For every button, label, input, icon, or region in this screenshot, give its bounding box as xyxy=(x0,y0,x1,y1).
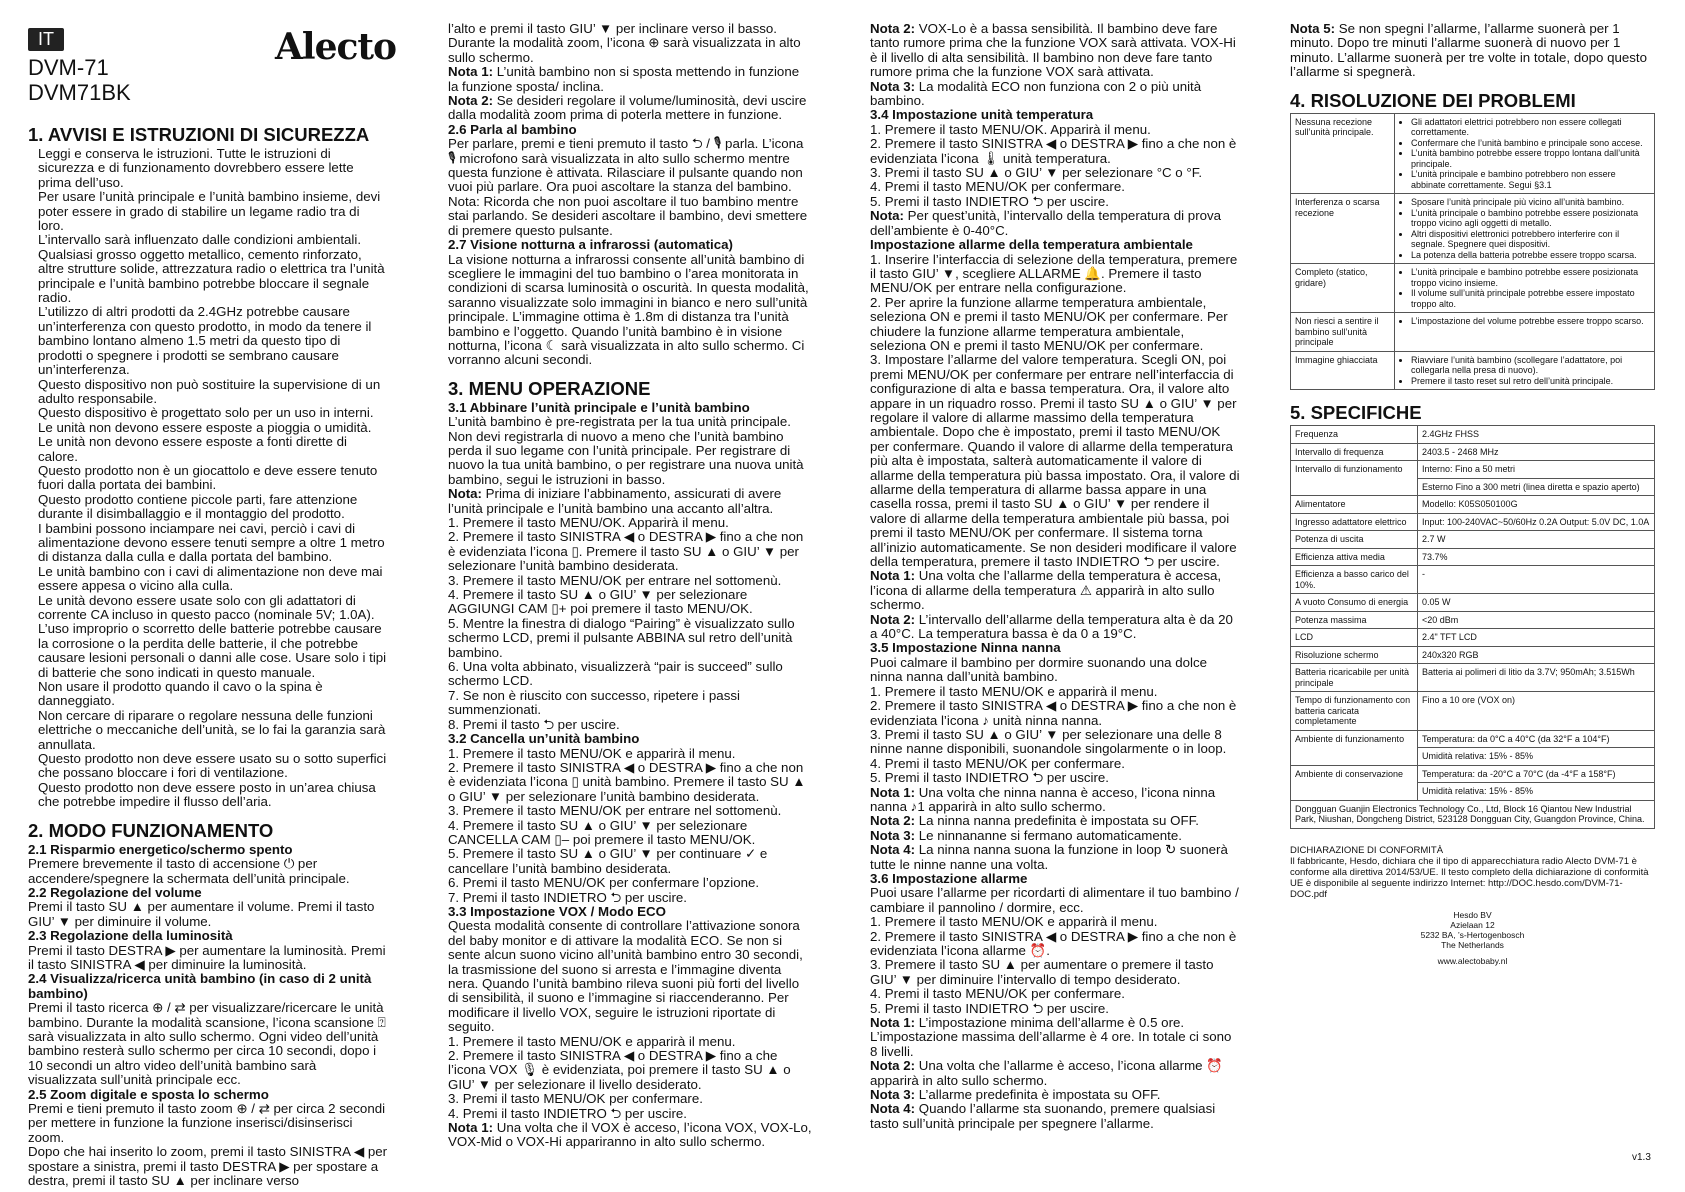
troubleshoot-table xyxy=(1290,113,1655,391)
list-item: • Riavviare l’unità bambino (scollegare l’adattatore, poi collegarla nella presa di nuovo). xyxy=(1411,355,1650,376)
spec-label: Frequenza xyxy=(1291,426,1418,444)
paragraph: 4. Premere il tasto SU ▲ o GIU’ ▼ per selezionare CANCELLA CAM ▯– poi premere il tasto MENU/OK. xyxy=(448,817,756,847)
subsection-heading: Impostazione allarme della temperatura ambientale xyxy=(870,237,1193,253)
paragraph: 3. Impostare l’allarme del valore temperatura. Scegli ON, poi premi MENU/OK per confermare per entrare nell’interfaccia di configurazione di alta e bassa temperatura. Ora, il valore alto appare in un riquadro rosso. Premi il tasto SU ▲ o GIU’ ▼ per regolare il valore di allarme massimo della temperatura ambientale. Dopo che è impostato, premi il tasto MENU/OK per confermare. Quando il valore di allarme della temperatura più alta è impostata, salterà automaticamente il valore di allarme della temperatura più bassa impostato. Ora, il valore di allarme della temperatura di allarme bassa appare in una casella rossa, premi il tasto SU ▲ o GIU’ ▼ per rendere il valore di allarme della temperatura ambientale più bassa, poi premi il tasto MENU/OK per confermare. Il sistema torna all’inizio automaticamente. Se non desideri modificare il valore della temperatura, premere il tasto INDIETRO ⮌ per uscire. xyxy=(870,352,1240,570)
paragraph: 1. Premere il tasto MENU/OK. Apparirà il menu. xyxy=(870,121,1151,137)
table-row xyxy=(1291,113,1655,194)
paragraph: Dopo che hai inserito lo zoom, premi il tasto SINISTRA ◀ per spostare a sinistra, premi il tasto DESTRA ▶ per spostare a destra, premi il tasto SU ▲ per inclinare verso xyxy=(28,1144,388,1189)
paragraph: 7. Premi il tasto INDIETRO ⮌ per uscire. xyxy=(448,889,687,905)
subsection-heading: 3.2 Cancella un’unità bambino xyxy=(448,731,640,747)
column-3 xyxy=(870,22,1240,1131)
cause-cell xyxy=(1395,194,1655,264)
model-name: DVM-71 xyxy=(28,55,109,80)
paragraph: Premi il tasto ricerca ⊕ / ⇄ per visualizzare/ricercare le unità bambino. Durante la modalità scansione, l’icona scansione ⍰ sarà visualizzata in alto sullo schermo. Ogni video dell’unità bambino resterà sullo schermo per circa 10 secondi, dopo i 10 secondi un altro video dell’unità bambino sarà visualizzata sull’unità principale ecc. xyxy=(28,1000,386,1088)
list-item: • L’unità principale o bambino potrebbe essere posizionata troppo vicino agli oggetti di metallo. xyxy=(1411,208,1650,229)
paragraph: 5. Mentre la finestra di dialogo “Pairing” è visualizzato sullo schermo LCD, premi il pulsante ABBINA sul retro dell’unità bambino. xyxy=(448,615,795,660)
table-row xyxy=(1291,611,1655,629)
table-row xyxy=(1291,692,1655,731)
address-line: Azielaan 12 xyxy=(1450,919,1495,930)
spec-value: 0.05 W xyxy=(1418,594,1655,612)
spec-label: Tempo di funzionamento con batteria caricata completamente xyxy=(1291,692,1418,731)
paragraph: 2. Premere il tasto SINISTRA ◀ o DESTRA ▶ fino a che non è evidenziata l’icona allarme ⏰. xyxy=(870,928,1237,958)
subsection-heading: 2.2 Regolazione del volume xyxy=(28,884,202,900)
paragraph: 3. Premere il tasto SU ▲ per aumentare o premere il tasto GIU’ ▼ per diminuire l’intervallo di tempo desiderato. xyxy=(870,957,1214,987)
paragraph: Puoi calmare il bambino per dormire suonando una dolce ninna nanna dall’unità bambino. xyxy=(870,654,1208,685)
address xyxy=(1290,910,1655,950)
subsection-heading: 3.4 Impostazione unità temperatura xyxy=(870,107,1094,123)
paragraph: Nota 2: L’intervallo dell’allarme della temperatura alta è da 20 a 40°C. La temperatura bassa è da 0 a 19°C. xyxy=(870,611,1233,642)
paragraph: 5. Premere il tasto SU ▲ o GIU’ ▼ per continuare ✓ e cancellare l’unità bambino desiderata. xyxy=(448,846,768,876)
list-item: • Premere il tasto reset sul retro dell’unità principale. xyxy=(1411,376,1650,387)
paragraph: Nota: Ricorda che non puoi ascoltare il tuo bambino mentre stai parlando. Se desideri ascoltare il bambino, devi smettere di premere questo pulsante. xyxy=(448,193,808,238)
paragraph: Nota 1: Una volta che il VOX è acceso, l’icona VOX, VOX-Lo, VOX-Mid o VOX-Hi appariranno in alto sullo schermo. xyxy=(448,1120,812,1150)
table-row xyxy=(1291,594,1655,612)
section-heading: 1. AVVISI E ISTRUZIONI DI SICUREZZA xyxy=(28,124,370,145)
subsection-heading: 2.5 Zoom digitale e sposta lo schermo xyxy=(28,1086,269,1102)
problem-cell: Immagine ghiacciata xyxy=(1291,351,1395,390)
spec-value: Fino a 10 ore (VOX on) xyxy=(1418,692,1655,731)
table-row xyxy=(1291,548,1655,566)
paragraph: Questo prodotto non deve essere posto in un’area chiusa che potrebbe impedire il flusso dell’aria. xyxy=(38,779,376,810)
conformity-title: DICHIARAZIONE DI CONFORMITÀ xyxy=(1290,844,1444,856)
conformity-text: Il fabbricante, Hesdo, dichiara che il tipo di apparecchiatura radio Alecto DVM-71 è conforme alla direttiva 2014/53/UE. Il testo completo della dichiarazione di conformità UE è disponibile al seguente indirizzo Internet: http://DOC.hesdo.com/DVM-71-DOC.pdf xyxy=(1290,855,1649,900)
table-row xyxy=(1291,426,1655,444)
problem-cell: Interferenza o scarsa recezione xyxy=(1291,194,1395,264)
alarm-note-5: Nota 5: Se non spegni l’allarme, l’allarme suonerà per 1 minuto. Dopo tre minuti l’allarme suonerà di nuovo per 1 minuto. L’allarme suonerà per tre volte in totale, dopo questo l’allarme si spegnerà. xyxy=(1290,21,1648,80)
spec-label: Batteria ricaricabile per unità principale xyxy=(1291,664,1418,692)
spec-value: Input: 100-240VAC~50/60Hz 0.2A Output: 5.0V DC, 1.0A xyxy=(1418,513,1655,531)
paragraph: 2. Premere il tasto SINISTRA ◀ o DESTRA ▶ fino a che non è evidenziata l’icona 🌡 unità temperatura. xyxy=(870,136,1237,166)
paragraph: l’alto e premi il tasto GIU’ ▼ per inclinare verso il basso. Durante la modalità zoom, l’icona ⊕ sarà visualizzata in alto sullo schermo. xyxy=(448,21,801,65)
spec-value: Umidità relativa: 15% - 85% xyxy=(1418,748,1655,766)
table-row xyxy=(1291,496,1655,514)
paragraph: 4. Premi il tasto MENU/OK per confermare. xyxy=(870,986,1125,1002)
address-line: The Netherlands xyxy=(1441,939,1504,950)
spec-value: Interno: Fino a 50 metri xyxy=(1418,461,1655,479)
list-item: • Il volume sull’unità principale potrebbe essere impostato troppo alto. xyxy=(1411,288,1650,309)
paragraph: 1. Premere il tasto MENU/OK. Apparirà il menu. xyxy=(448,515,729,530)
paragraph: 1. Inserire l’interfaccia di selezione della temperatura, premere il tasto GIU’ ▼, scegliere ALLARME 🔔. Premere il tasto MENU/OK per entrare nella configurazione. xyxy=(870,251,1238,296)
cause-cell xyxy=(1395,113,1655,194)
paragraph: Premi e tieni premuto il tasto zoom ⊕ / ⇄ per circa 2 secondi per mettere in funzione la funzione inserisci/disinserisci zoom. xyxy=(28,1101,386,1145)
list-item: • La potenza della batteria potrebbe essere troppo scarsa. xyxy=(1411,250,1650,261)
paragraph: Nota 1: L’unità bambino non si sposta mettendo in funzione la funzione sposta/ inclina. xyxy=(448,64,800,94)
version: v1.3 xyxy=(1632,1152,1651,1163)
paragraph: Nota 2: La ninna nanna predefinita è impostata su OFF. xyxy=(870,813,1199,829)
paragraph: 3. Premi il tasto SU ▲ o GIU’ ▼ per selezionare una delle 8 ninne nanne disponibili, suonandole singolarmente o in loop. xyxy=(870,726,1227,757)
paragraph: Nota 1: Una volta che ninna nanna è acceso, l’icona ninna nanna ♪1 apparirà in alto sullo schermo. xyxy=(870,784,1216,814)
paragraph: 2. Premere il tasto SINISTRA ◀ o DESTRA ▶ fino a che l’icona VOX 🎙 è evidenziata, poi premere il tasto SU ▲ o GIU’ ▼ per selezionare il livello desiderato. xyxy=(448,1048,791,1092)
paragraph: L’uso improprio o scorretto delle batterie potrebbe causare la corrosione o la perdita delle batterie, il che potrebbe causare lesioni personali o danni alle cose. Usare solo i tipi di batterie che sono indicati in questo manuale. xyxy=(38,621,387,680)
troubleshoot-title: 4. RISOLUZIONE DEI PROBLEMI xyxy=(1290,89,1576,111)
table-row xyxy=(1291,513,1655,531)
paragraph: Nota: Per quest’unità, l’intervallo della temperatura di prova dell’ambiente è 0-40°C. xyxy=(870,208,1222,238)
table-row xyxy=(1291,461,1655,479)
table-row xyxy=(1291,646,1655,664)
paragraph: L’unità bambino è pre-registrata per la tua unità principale. Non devi registrarla di nuovo a meno che l’unità bambino perda il suo legame con l’unità principale. Per registrare di nuovo la tua unità bambino, o per registrare una nuova unità bambino, segui le istruzioni in basso. xyxy=(448,414,804,487)
spec-value: 2403.5 - 2468 MHz xyxy=(1418,443,1655,461)
paragraph: 1. Premere il tasto MENU/OK e apparirà il menu. xyxy=(870,914,1158,930)
list-item: • L’unità bambino potrebbe essere troppo lontana dall’unità principale. xyxy=(1411,148,1650,169)
paragraph: 3. Premere il tasto MENU/OK per entrare nel sottomenù. xyxy=(448,572,782,588)
model-name-alt: DVM71BK xyxy=(28,80,131,105)
paragraph: 3. Premi il tasto SU ▲ o GIU’ ▼ per selezionare °C o °F. xyxy=(870,165,1203,181)
spec-value: Modello: K05S050100G xyxy=(1418,496,1655,514)
website: www.alectobaby.nl xyxy=(1437,955,1508,966)
cause-cell xyxy=(1395,351,1655,390)
column-4 xyxy=(1290,22,1655,967)
paragraph: Le unità devono essere usate solo con gli adattatori di corrente CA incluso in questo pacco (nominale 5V; 1.0A). xyxy=(38,592,375,622)
paragraph: Leggi e conserva le istruzioni. Tutte le istruzioni di sicurezza e di funzionamento dovrebbero essere lette prima dell’uso. xyxy=(38,146,354,190)
column-1 xyxy=(28,118,388,1188)
paragraph: 5. Premi il tasto INDIETRO ⮌ per uscire. xyxy=(870,1000,1109,1016)
paragraph: 7. Se non è riuscito con successo, ripetere i passi summenzionati. xyxy=(448,687,740,718)
table-row xyxy=(1291,351,1655,390)
list-item: • Sposare l’unità principale più vicino all’unità bambino. xyxy=(1411,197,1650,208)
problem-cell: Completo (statico, gridare) xyxy=(1291,264,1395,313)
paragraph: La visione notturna a infrarossi consente all’unità bambino di scegliere le immagini del tuo bambino o l’area monitorata in condizioni di scarsa luminosità o oscurità. In questa modalità, saranno visualizzate solo immagini in bianco e nero sull’unità principale. L’immagine ottima è 1.8m di distanza tra l’unità bambino e l’oggetto. Quando l’unità bambino è in visione notturna, l’icona ☾ sarà visualizzata in alto sullo schermo. Ci vorranno alcuni secondi. xyxy=(448,251,809,368)
spec-value: - xyxy=(1418,566,1655,594)
paragraph: 4. Premere il tasto SU ▲ o GIU’ ▼ per selezionare AGGIUNGI CAM ▯+ poi premere il tasto MENU/OK. xyxy=(448,587,753,617)
spec-label: Ingresso adattatore elettrico xyxy=(1291,513,1418,531)
list-item: • L’unità principale e bambino potrebbero non essere abbinate correttamente. Segui §3.1 xyxy=(1411,169,1650,190)
list-item: • Gli adattatori elettrici potrebbero non essere collegati correttamente. xyxy=(1411,117,1650,138)
spec-value: Temperatura: da -20°C a 70°C (da -4°F a 158°F) xyxy=(1418,765,1655,783)
cause-cell xyxy=(1395,313,1655,352)
spec-label: Ambiente di conservazione xyxy=(1291,765,1418,800)
list-item: • Confermare che l’unità bambino e principale sono accese. xyxy=(1411,138,1650,149)
paragraph: Le unità bambino con i cavi di alimentazione non deve mai essere appesa o vicino alla culla. xyxy=(38,563,383,594)
spec-value: 2.7 W xyxy=(1418,531,1655,549)
paragraph: 2. Premere il tasto SINISTRA ◀ o DESTRA ▶ fino a che non è evidenziata l’icona ♪ unità ninna nanna. xyxy=(870,698,1237,728)
spec-value: <20 dBm xyxy=(1418,611,1655,629)
paragraph: 4. Premi il tasto MENU/OK per confermare. xyxy=(870,755,1125,771)
cause-cell xyxy=(1395,264,1655,313)
paragraph: Premi il tasto DESTRA ▶ per aumentare la luminosità. Premi il tasto SINISTRA ◀ per diminuire la luminosità. xyxy=(28,942,386,972)
subsection-heading: 2.3 Regolazione della luminosità xyxy=(28,928,233,944)
paragraph: Le unità non devono essere esposte a pioggia o umidità. xyxy=(38,419,372,435)
paragraph: Per usare l’unità principale e l’unità bambino insieme, devi poter essere in grado di stabilire un legame radio tra di loro. xyxy=(38,189,381,234)
paragraph: Nota 4: Quando l’allarme sta suonando, premere qualsiasi tasto sull’unità principale per spegnere l’allarme. xyxy=(870,1101,1216,1131)
paragraph: I bambini possono inciampare nei cavi, perciò i cavi di alimentazione devono essere tenuti sempre a oltre 1 metro di distanza dalla culla e dalla portata del bambino. xyxy=(38,520,385,565)
paragraph: 8. Premi il tasto ⮌ per uscire. xyxy=(448,716,620,732)
language-badge: IT xyxy=(28,28,64,51)
paragraph: 2. Premere il tasto SINISTRA ◀ o DESTRA ▶ fino a che non è evidenziata l’icona ▯. Premere il tasto SU ▲ o GIU’ ▼ per selezionare l’unità bambino desiderata. xyxy=(448,529,804,574)
table-row xyxy=(1291,443,1655,461)
paragraph: 3. Premere il tasto MENU/OK per entrare nel sottomenù. xyxy=(448,803,782,819)
spec-label: Ambiente di funzionamento xyxy=(1291,730,1418,765)
paragraph: Questo prodotto contiene piccole parti, fare attenzione durante il disimballaggio e il montaggio del prodotto. xyxy=(38,491,358,522)
paragraph: Nota: Prima di iniziare l’abbinamento, assicurati di avere l’unità principale e l’unità bambino una accanto all’altra. xyxy=(448,486,782,516)
paragraph: 5. Premi il tasto INDIETRO ⮌ per uscire. xyxy=(870,193,1109,209)
subsection-heading: 2.6 Parla al bambino xyxy=(448,121,577,137)
manufacturer-info: Dongguan Guanjin Electronics Technology Co., Ltd, Block 16 Qiantou New Industrial Park, Niushan, Dongcheng District, 523128 Dongguan City, Guangdon Province, China. xyxy=(1291,800,1655,828)
paragraph: Nota 1: L’impostazione minima dell’allarme è 0.5 ore. L’impostazione massima dell’allarme è 4 ore. In totale ci sono 8 livelli. xyxy=(870,1015,1232,1059)
table-row xyxy=(1291,194,1655,264)
spec-value: Temperatura: da 0°C a 40°C (da 32°F a 104°F) xyxy=(1418,730,1655,748)
table-row xyxy=(1291,664,1655,692)
subsection-heading: 2.1 Risparmio energetico/schermo spento xyxy=(28,841,293,857)
subsection-heading: 2.4 Visualizza/ricerca unità bambino (in caso di 2 unità bambino) xyxy=(28,971,372,1001)
paragraph: Nota 2: Una volta che l’allarme è acceso, l’icona allarme ⏰ apparirà in alto sullo schermo. xyxy=(870,1058,1223,1088)
table-row xyxy=(1291,313,1655,352)
spec-value: 2.4" TFT LCD xyxy=(1418,629,1655,647)
paragraph: 4. Premi il tasto INDIETRO ⮌ per uscire. xyxy=(448,1105,687,1121)
paragraph: Non cercare di riparare o regolare nessuna delle funzioni elettriche o meccaniche dell’unità, se lo fai la garanzia sarà annullata. xyxy=(38,707,386,752)
subsection-heading: 3.3 Impostazione VOX / Modo ECO xyxy=(448,903,666,919)
paragraph: Premi il tasto SU ▲ per aumentare il volume. Premi il tasto GIU’ ▼ per diminuire il volume. xyxy=(28,899,375,929)
spec-label: LCD xyxy=(1291,629,1418,647)
paragraph: Nota 2: VOX-Lo è a bassa sensibilità. Il bambino deve fare tanto rumore prima che la funzione VOX sarà attivata. VOX-Hi è il livello di alta sensibilità. Il bambino non deve fare tanto rumore prima che la funzione VOX sarà attivata. xyxy=(870,21,1236,80)
paragraph: 2. Per aprire la funzione allarme temperatura ambientale, seleziona ON e premi il tasto MENU/OK per confermare. Per chiudere la funzione allarme temperatura ambientale, seleziona ON e premi il tasto MENU/OK per confermare. xyxy=(870,294,1228,353)
column-2 xyxy=(448,22,813,1150)
paragraph: Nota 3: L’allarme predefinita è impostata su OFF. xyxy=(870,1087,1161,1103)
spec-value: Esterno Fino a 300 metri (linea diretta e spazio aperto) xyxy=(1418,478,1655,496)
paragraph: Non usare il prodotto quando il cavo o la spina è danneggiato. xyxy=(38,679,323,709)
spec-value: 240x320 RGB xyxy=(1418,646,1655,664)
paragraph: 1. Premere il tasto MENU/OK e apparirà il menu. xyxy=(448,1033,736,1049)
spec-value: 73.7% xyxy=(1418,548,1655,566)
paragraph: Per parlare, premi e tieni premuto il tasto ⮌ / 🎙 parla. L’icona 🎙 microfono sarà visualizzata in alto sullo schermo mentre questa funzione è attivata. Rilasciare il pulsante quando non vuoi più parlare. Ora puoi ascoltare la stanza del bambino. xyxy=(448,136,804,195)
table-row xyxy=(1291,730,1655,748)
subsection-heading: 2.7 Visione notturna a infrarossi (automatica) xyxy=(448,237,733,253)
paragraph: L’intervallo sarà influenzato dalle condizioni ambientali. Qualsiasi grosso oggetto metallico, cemento rinforzato, altre strutture solide, attrezzatura radio o elettrica tra l’unità principale e l’unità bambino potrebbe bloccare il segnale radio. xyxy=(38,232,385,306)
table-row xyxy=(1291,765,1655,783)
paragraph: 6. Una volta abbinato, visualizzerà “pair is succeed” sullo schermo LCD. xyxy=(448,659,783,689)
paragraph: Nota 3: Le ninnananne si fermano automaticamente. xyxy=(870,827,1182,843)
spec-label: A vuoto Consumo di energia xyxy=(1291,594,1418,612)
spec-label: Efficienza attiva media xyxy=(1291,548,1418,566)
spec-label: Efficienza a basso carico del 10%. xyxy=(1291,566,1418,594)
paragraph: Questo dispositivo non può sostituire la supervisione di un adulto responsabile. xyxy=(38,376,381,406)
subsection-heading: 3.6 Impostazione allarme xyxy=(870,870,1028,886)
problem-cell: Nessuna recezione sull’unità principale. xyxy=(1291,113,1395,194)
paragraph: Questo prodotto non è un giocattolo e deve essere tenuto fuori dalla portata dei bambini. xyxy=(38,462,378,493)
table-row xyxy=(1291,566,1655,594)
paragraph: Le unità non devono essere esposte a fonti dirette di calore. xyxy=(38,434,347,464)
paragraph: 1. Premere il tasto MENU/OK e apparirà il menu. xyxy=(448,745,736,761)
paragraph: 2. Premere il tasto SINISTRA ◀ o DESTRA ▶ fino a che non è evidenziata l’icona ▯ unità bambino. Premere il tasto SU ▲ o GIU’ ▼ per selezionare l’unità bambino desiderata. xyxy=(448,759,806,804)
list-item: • L’impostazione del volume potrebbe essere troppo scarso. xyxy=(1411,316,1650,327)
section-heading: 3. MENU OPERAZIONE xyxy=(448,377,651,399)
paragraph: Nota 1: Una volta che l’allarme della temperatura è accesa, l’icona di allarme della temperatura ⚠ apparirà in alto sullo schermo. xyxy=(870,568,1222,613)
specs-table xyxy=(1290,425,1655,829)
paragraph: 1. Premere il tasto MENU/OK e apparirà il menu. xyxy=(870,683,1158,699)
section-heading: 2. MODO FUNZIONAMENTO xyxy=(28,819,274,841)
paragraph: 6. Premi il tasto MENU/OK per confermare l’opzione. xyxy=(448,875,760,891)
specs-title: 5. SPECIFICHE xyxy=(1290,402,1422,424)
brand-logo: Alecto xyxy=(275,26,397,68)
spec-value: 2.4GHz FHSS xyxy=(1418,426,1655,444)
paragraph: Premere brevemente il tasto di accensione ⏻ per accendere/spegnere la schermata dell’unità principale. xyxy=(28,856,350,886)
problem-cell: Non riesci a sentire il bambino sull’unità principale xyxy=(1291,313,1395,352)
list-item: • Altri dispositivi elettronici potrebbero interferire con il segnale. Spegnere quei dispositivi. xyxy=(1411,229,1650,250)
paragraph: 4. Premi il tasto MENU/OK per confermare. xyxy=(870,179,1125,195)
spec-label: Potenza di uscita xyxy=(1291,531,1418,549)
paragraph: Questo dispositivo è progettato solo per un uso in interni. xyxy=(38,405,374,421)
subsection-heading: 3.5 Impostazione Ninna nanna xyxy=(870,640,1061,656)
header xyxy=(28,28,131,105)
paragraph: Nota 3: La modalità ECO non funziona con 2 o più unità bambino. xyxy=(870,78,1202,109)
spec-value: Umidità relativa: 15% - 85% xyxy=(1418,783,1655,801)
paragraph: Questa modalità consente di controllare l’attivazione sonora del baby monitor e di attivare la modalità ECO. Se non si sente alcun suono vicino all’unità bambino entro 30 secondi, la trasmissione del suono si arresta e l’immagine diventa nera. Quando l’unità bambino rileva suoni più forti del livello di sensibilità, il suono e l’immagine si riaccenderanno. Per modificare il livello VOX, seguire le istruzioni riportate di seguito. xyxy=(448,918,803,1035)
paragraph: Puoi usare l’allarme per ricordarti di alimentare il tuo bambino / cambiare il pannolino / dormire, ecc. xyxy=(870,885,1239,915)
paragraph: L’utilizzo di altri prodotti da 2.4GHz potrebbe causare un’interferenza con questo prodotto, in modo da tenere il bambino lontano almeno 1.5 metri da questo tipo di prodotti o spegnere i prodotti se sembrano causare un’interferenza. xyxy=(38,304,372,378)
spec-label: Intervallo di frequenza xyxy=(1291,443,1418,461)
spec-label: Intervallo di funzionamento xyxy=(1291,461,1418,496)
paragraph: Nota 2: Se desideri regolare il volume/luminosità, devi uscire dalla modalità zoom prima di poterla mettere in funzione. xyxy=(448,93,807,123)
spec-label: Potenza massima xyxy=(1291,611,1418,629)
paragraph: Nota 4: La ninna nanna suona la funzione in loop ↻ suonerà tutte le ninne nanne una volta. xyxy=(870,842,1228,872)
table-row xyxy=(1291,629,1655,647)
table-row xyxy=(1291,264,1655,313)
table-row xyxy=(1291,531,1655,549)
subsection-heading: 3.1 Abbinare l’unità principale e l’unità bambino xyxy=(448,399,750,415)
spec-label: Risoluzione schermo xyxy=(1291,646,1418,664)
spec-label: Alimentatore xyxy=(1291,496,1418,514)
spec-value: Batteria ai polimeri di litio da 3.7V; 950mAh; 3.515Wh xyxy=(1418,664,1655,692)
paragraph: Questo prodotto non deve essere usato su o sotto superfici che possano bloccare i fori di ventilazione. xyxy=(38,751,387,781)
list-item: • L’unità principale e bambino potrebbe essere posizionata troppo vicino insieme. xyxy=(1411,267,1650,288)
address-line: 5232 BA, ’s-Hertogenbosch xyxy=(1420,929,1525,940)
address-line: Hesdo BV xyxy=(1453,909,1492,920)
paragraph: 5. Premi il tasto INDIETRO ⮌ per uscire. xyxy=(870,770,1109,786)
paragraph: 3. Premi il tasto MENU/OK per confermare. xyxy=(448,1091,703,1107)
